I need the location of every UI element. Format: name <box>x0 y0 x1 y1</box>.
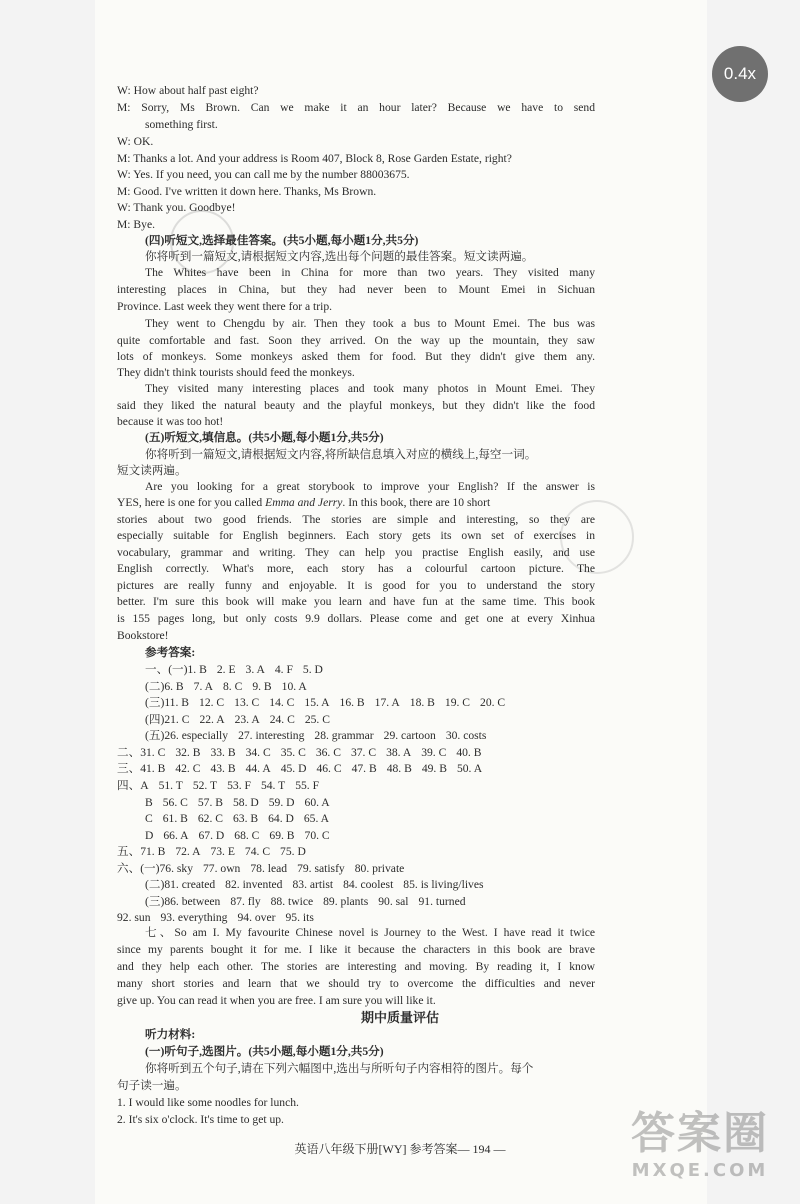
answer-item: 49. B <box>421 762 447 775</box>
answer-item: 10. A <box>281 680 307 693</box>
answer-item: 72. A <box>175 845 201 858</box>
answer-item: 48. B <box>386 762 412 775</box>
answer-item: 30. costs <box>445 729 487 742</box>
answer-line <box>145 876 494 893</box>
answer-item: 89. plants <box>323 895 369 908</box>
answer-item: 33. B <box>210 746 236 759</box>
essay-line: give up. You can read it when you are free. I am sure you will like it. <box>117 994 436 1007</box>
answer-item: 84. coolest <box>343 878 394 891</box>
answer-item: 8. C <box>222 680 243 693</box>
section-instruction: 你将听到一篇短文,请根据短文内容,将所缺信息填入对应的横线上,每空一词。 <box>145 448 537 461</box>
passage-line: They didn't think tourists should feed the monkeys. <box>117 366 355 379</box>
listening-label: 听力材料: <box>145 1028 196 1041</box>
answer-item: 90. sal <box>378 895 409 908</box>
answer-item: 87. fly <box>230 895 261 908</box>
answer-item: 79. satisfy <box>297 862 345 875</box>
watermark-text: 答案圈 <box>631 1108 769 1159</box>
answer-item: 94. over <box>237 911 276 924</box>
answer-item: 38. A <box>386 746 412 759</box>
answer-item: 91. turned <box>418 895 466 908</box>
answer-line <box>145 827 340 844</box>
passage-line: The Whites have been in China for more than two years. They visited many <box>145 266 595 279</box>
answer-item: 9. B <box>252 680 272 693</box>
answer-item: 22. A <box>199 713 225 726</box>
answer-line <box>117 860 414 877</box>
answer-item: 29. cartoon <box>383 729 436 742</box>
answer-item: 15. A <box>304 696 330 709</box>
dialogue-line: something first. <box>145 118 218 131</box>
essay-line: and they help each other. The stories are interesting and moving. By reading it, I know <box>117 960 595 973</box>
watermark-url: MXQE.COM <box>631 1160 769 1181</box>
answer-item: 一、(一)1. B <box>145 663 207 676</box>
answer-item: 34. C <box>245 746 271 759</box>
answer-item: 55. F <box>295 779 320 792</box>
answer-item: 3. A <box>245 663 265 676</box>
answer-item: 40. B <box>456 746 482 759</box>
answer-item: 59. D <box>268 796 295 809</box>
answer-item: 78. lead <box>250 862 288 875</box>
answer-item: 二、31. C <box>117 746 166 759</box>
answer-line <box>145 661 333 678</box>
answer-item: D <box>145 829 154 842</box>
passage-line: They visited many interesting places and took many photos in Mount Emei. They <box>145 382 595 395</box>
passage-line: because it was too hot! <box>117 415 224 428</box>
dialogue-line: M: Thanks a lot. And your address is Room 407, Block 8, Rose Garden Estate, right? <box>117 152 512 165</box>
passage-line: quite comfortable and fast. Soon they arrived. On the way up the mountain, they saw <box>117 334 595 347</box>
answer-item: (三)86. between <box>145 895 221 908</box>
answer-item: 三、41. B <box>117 762 166 775</box>
answer-item: 67. D <box>198 829 225 842</box>
answer-item: 93. everything <box>160 911 228 924</box>
answer-item: 35. C <box>280 746 306 759</box>
answer-item: 75. D <box>280 845 306 858</box>
answer-item: 44. A <box>245 762 271 775</box>
section-heading: (五)听短文,填信息。(共5小题,每小题1分,共5分) <box>145 431 384 444</box>
section-heading: (四)听短文,选择最佳答案。(共5小题,每小题1分,共5分) <box>145 234 419 247</box>
answer-item: 32. B <box>175 746 201 759</box>
answer-item: 12. C <box>199 696 225 709</box>
answer-item: 70. C <box>304 829 330 842</box>
answer-item: C <box>145 812 153 825</box>
answer-item: 53. F <box>227 779 251 792</box>
section-instruction: 短文读两遍。 <box>117 464 187 477</box>
passage-line: said they liked the natural beauty and the playful monkeys, but they didn't like the food <box>117 399 595 412</box>
dialogue-line: M: Sorry, Ms Brown. Can we make it an hour later? Because we have to send <box>117 101 595 114</box>
answer-item: 51. T <box>158 779 183 792</box>
answer-item: 16. B <box>339 696 365 709</box>
dialogue-line: W: Yes. If you need, you can call me by the number 88003675. <box>117 168 410 181</box>
answer-item: 17. A <box>374 696 400 709</box>
answer-item: 92. sun <box>117 911 151 924</box>
answer-item: 45. D <box>280 762 307 775</box>
dialogue-line: M: Bye. <box>117 218 156 231</box>
answer-line <box>145 727 496 744</box>
answer-item: 54. T <box>260 779 286 792</box>
dialogue-line: M: Good. I've written it down here. Thanks, Ms Brown. <box>117 185 377 198</box>
answer-item: 61. B <box>162 812 188 825</box>
answer-item: 43. B <box>210 762 236 775</box>
answer-line <box>145 711 340 728</box>
answer-item: 63. B <box>232 812 259 825</box>
answer-item: B <box>145 796 153 809</box>
answer-item: (二)6. B <box>145 680 184 693</box>
answer-item: 95. its <box>285 911 314 924</box>
passage-line: Province. Last week they went there for a trip. <box>117 300 333 313</box>
answer-item: (二)81. created <box>145 878 216 891</box>
section-heading: (一)听句子,选图片。(共5小题,每小题1分,共5分) <box>145 1045 384 1058</box>
site-watermark <box>620 1108 780 1198</box>
answer-line <box>145 678 317 695</box>
answer-item: 14. C <box>269 696 295 709</box>
answer-item: 82. invented <box>225 878 283 891</box>
answer-item: 68. C <box>234 829 260 842</box>
passage-line <box>117 494 490 511</box>
listening-item: 2. It's six o'clock. It's time to get up. <box>117 1113 284 1126</box>
answer-item: 24. C <box>269 713 295 726</box>
answer-item: 83. artist <box>292 878 334 891</box>
essay-line: 七、So am I. My favourite Chinese novel is Journey to the West. I have read it twice <box>145 926 595 939</box>
answer-item: 42. C <box>175 762 201 775</box>
answer-item: 56. C <box>162 796 188 809</box>
answer-item: 46. C <box>316 762 342 775</box>
answer-item: 4. F <box>274 663 293 676</box>
answer-item: 7. A <box>193 680 213 693</box>
answer-item: (四)21. C <box>145 713 190 726</box>
zoom-level-badge[interactable]: 0.4x <box>712 46 768 102</box>
answer-item: 65. A <box>303 812 329 825</box>
answer-item: 25. C <box>304 713 330 726</box>
answer-item: 60. A <box>304 796 330 809</box>
answer-item: 36. C <box>315 746 341 759</box>
answer-item: 50. A <box>456 762 483 775</box>
answer-line <box>145 694 515 711</box>
answer-item: 69. B <box>269 829 295 842</box>
section-instruction: 你将听到五个句子,请在下列六幅图中,选出与所听句子内容相符的图片。每个 <box>145 1062 534 1075</box>
answer-line <box>145 810 339 827</box>
section-instruction: 你将听到一篇短文,请根据短文内容,选出每个问题的最佳答案。短文读两遍。 <box>145 250 534 263</box>
dialogue-line: W: OK. <box>117 135 154 148</box>
dialogue-line: W: How about half past eight? <box>117 84 259 97</box>
essay-line: since my parents bought it for me. I like it because the characters in this book are brave <box>117 943 595 956</box>
answer-item: 66. A <box>163 829 189 842</box>
answer-item: (三)11. B <box>145 696 190 709</box>
book-title: Emma and Jerry <box>265 496 343 509</box>
answer-item: 五、71. B <box>117 845 166 858</box>
dialogue-line: W: Thank you. Goodbye! <box>117 201 236 214</box>
passage-line: interesting places in China, but they had never been to Mount Emei in Sichuan <box>117 283 595 296</box>
answer-item: 77. own <box>203 862 241 875</box>
answer-item: 80. private <box>354 862 405 875</box>
answer-line <box>117 760 492 777</box>
answer-item: 57. B <box>197 796 223 809</box>
passage-line: They went to Chengdu by air. Then they took a bus to Mount Emei. The bus was <box>145 317 595 330</box>
answer-item: 23. A <box>234 713 260 726</box>
answer-item: 74. C <box>244 845 271 858</box>
passage-line: especially suitable for English beginners. Each story gets its own set of exercises in <box>117 529 595 542</box>
passage-line: better. I'm sure this book will make you learn and have fun at the same time. This book <box>117 595 595 608</box>
answer-item: 20. C <box>480 696 506 709</box>
answer-item: 58. D <box>232 796 259 809</box>
passage-text: . In this book, there are 10 short <box>342 496 491 509</box>
answer-item: 52. T <box>192 779 218 792</box>
answer-item: 5. D <box>302 663 323 676</box>
answer-item: 四、A <box>117 779 149 792</box>
answer-item: 28. grammar <box>314 729 374 742</box>
passage-line: is 155 pages long, but only costs 9.9 dollars. Please come and get one at every Xinhua <box>117 612 595 625</box>
answers-heading: 参考答案: <box>145 646 196 659</box>
answer-line <box>117 744 491 761</box>
answer-line <box>117 843 316 860</box>
essay-line: many short stories and learn that we should try to overcome the difficulties and never <box>117 977 595 990</box>
listening-item: 1. I would like some noodles for lunch. <box>117 1096 299 1109</box>
answer-item: 18. B <box>409 696 435 709</box>
page-footer: 英语八年级下册[WY] 参考答案— 194 — <box>294 1142 506 1156</box>
answer-line <box>145 893 476 910</box>
passage-line: Are you looking for a great storybook to improve your English? If the answer is <box>145 480 595 493</box>
passage-line: English correctly. What's more, each story has a colourful cartoon picture. The <box>117 562 595 575</box>
answer-item: 47. B <box>351 762 377 775</box>
passage-line: lots of monkeys. Some monkeys asked them for food. But they didn't give them any. <box>117 350 595 363</box>
passage-text: YES, here is one for you called <box>117 496 266 509</box>
answer-item: 27. interesting <box>238 729 305 742</box>
section-instruction: 句子读一遍。 <box>117 1079 187 1092</box>
answer-item: 19. C <box>444 696 471 709</box>
passage-line: Bookstore! <box>117 629 169 642</box>
answer-item: 88. twice <box>270 895 314 908</box>
answer-item: 62. C <box>197 812 223 825</box>
answer-item: 64. D <box>268 812 294 825</box>
passage-line: pictures are really funny and enjoyable. It is good for you to understand the story <box>117 579 595 592</box>
midterm-title: 期中质量评估 <box>360 1010 439 1025</box>
answer-item: 85. is living/lives <box>403 878 484 891</box>
answer-item: 37. C <box>350 746 377 759</box>
passage-line: vocabulary, grammar and writing. They can help you practise English easily, and use <box>117 546 595 559</box>
answer-line <box>145 794 340 811</box>
answer-item: 2. E <box>216 663 236 676</box>
passage-line: stories about two good friends. The stories are simple and interesting, so they are <box>117 513 595 526</box>
answer-item: 六、(一)76. sky <box>117 862 193 875</box>
answer-item: (五)26. especially <box>145 729 229 742</box>
answer-item: 73. E <box>210 845 235 858</box>
answer-line <box>117 777 329 794</box>
answer-item: 13. C <box>234 696 260 709</box>
answer-item: 39. C <box>421 746 447 759</box>
